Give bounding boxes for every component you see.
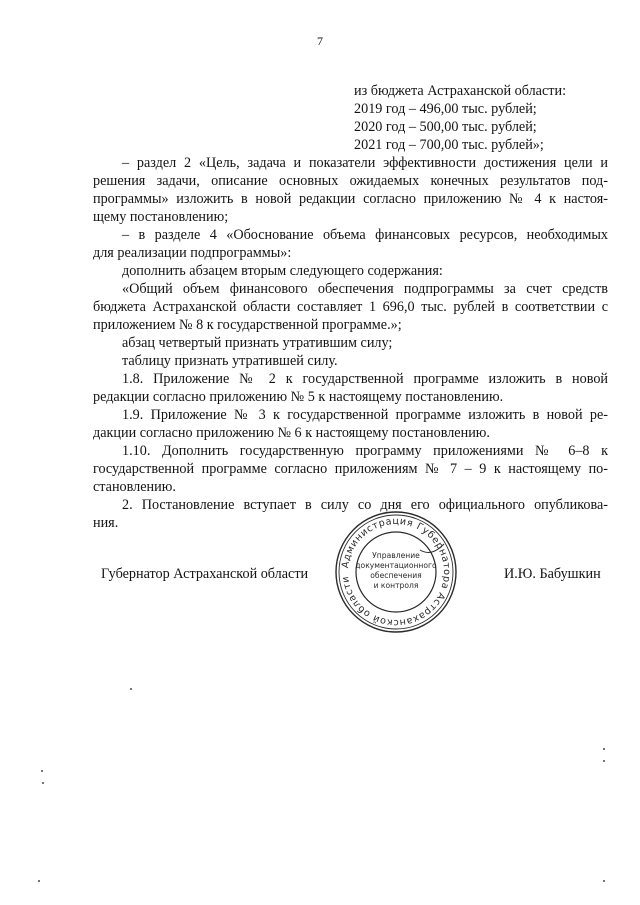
scan-speck <box>42 782 44 784</box>
section2-line: решения задачи, описание основных ожидаемых конечных результатов под- <box>93 173 608 189</box>
budget-line-2021: 2021 год – 700,00 тыс. рублей»; <box>354 137 544 153</box>
item-1-9-line: 1.9. Приложение № 3 к государственной программе изложить в новой ре- <box>122 407 608 423</box>
scan-speck <box>41 770 43 772</box>
item-1-8-line: 1.8. Приложение № 2 к государственной программе изложить в новой <box>122 371 608 387</box>
item-1-10-line: 1.10. Дополнить государственную программу приложениями № 6–8 к <box>122 443 608 459</box>
item-2-line: 2. Постановление вступает в силу со дня его официального опубликова- <box>122 497 608 513</box>
budget-line-2020: 2020 год – 500,00 тыс. рублей; <box>354 119 537 135</box>
section2-line: щему постановлению; <box>93 209 229 225</box>
signatory-position: Губернатор Астраханской области <box>101 566 309 582</box>
scan-speck <box>603 880 605 882</box>
stamp-inner-line: и контроля <box>373 581 419 590</box>
quote-line: «Общий объем финансового обеспечения подпрограммы за счет средств <box>122 281 608 297</box>
quote-line: бюджета Астраханской области составляет 1 696,0 тыс. рублей в соответствии с <box>93 299 608 315</box>
stamp-inner-line: обеспечения <box>370 571 422 580</box>
official-stamp <box>334 510 458 634</box>
item-2-line: ния. <box>93 515 119 531</box>
section2-line: программы» изложить в новой редакции согласно приложению № 4 к настоя- <box>93 191 608 207</box>
signatory-name: И.Ю. Бабушкин <box>504 566 601 582</box>
budget-line-2019: 2019 год – 496,00 тыс. рублей; <box>354 101 537 117</box>
scan-speck <box>130 688 132 690</box>
item-1-10-line: становлению. <box>93 479 176 495</box>
scan-speck <box>38 880 40 882</box>
scan-speck <box>603 748 605 750</box>
stamp-inner-line: документационного <box>355 561 437 570</box>
page-number: 7 <box>317 34 323 48</box>
stamp-inner-line: Управление <box>372 551 420 560</box>
table-invalid-line: таблицу признать утратившей силу. <box>122 353 338 369</box>
stamp-ring-text: Администрация Губернатора Астраханской области <box>340 515 453 629</box>
section2-line: – раздел 2 «Цель, задача и показатели эффективности достижения цели и <box>122 155 608 171</box>
add-paragraph-line: дополнить абзацем вторым следующего содержания: <box>122 263 443 279</box>
scan-speck <box>603 760 605 762</box>
paragraph4-line: абзац четвертый признать утратившим силу; <box>122 335 393 351</box>
item-1-8-line: редакции согласно приложению № 5 к настоящему постановлению. <box>93 389 504 405</box>
section4-line: для реализации подпрограммы»: <box>93 245 292 261</box>
budget-line-source: из бюджета Астраханской области: <box>354 83 567 99</box>
item-1-10-line: государственной программе согласно приложениям № 7 – 9 к настоящему по- <box>93 461 608 477</box>
item-1-9-line: дакции согласно приложению № 6 к настоящему постановлению. <box>93 425 490 441</box>
quote-line: приложением № 8 к государственной программе.»; <box>93 317 402 333</box>
section4-line: – в разделе 4 «Обоснование объема финансовых ресурсов, необходимых <box>122 227 608 243</box>
